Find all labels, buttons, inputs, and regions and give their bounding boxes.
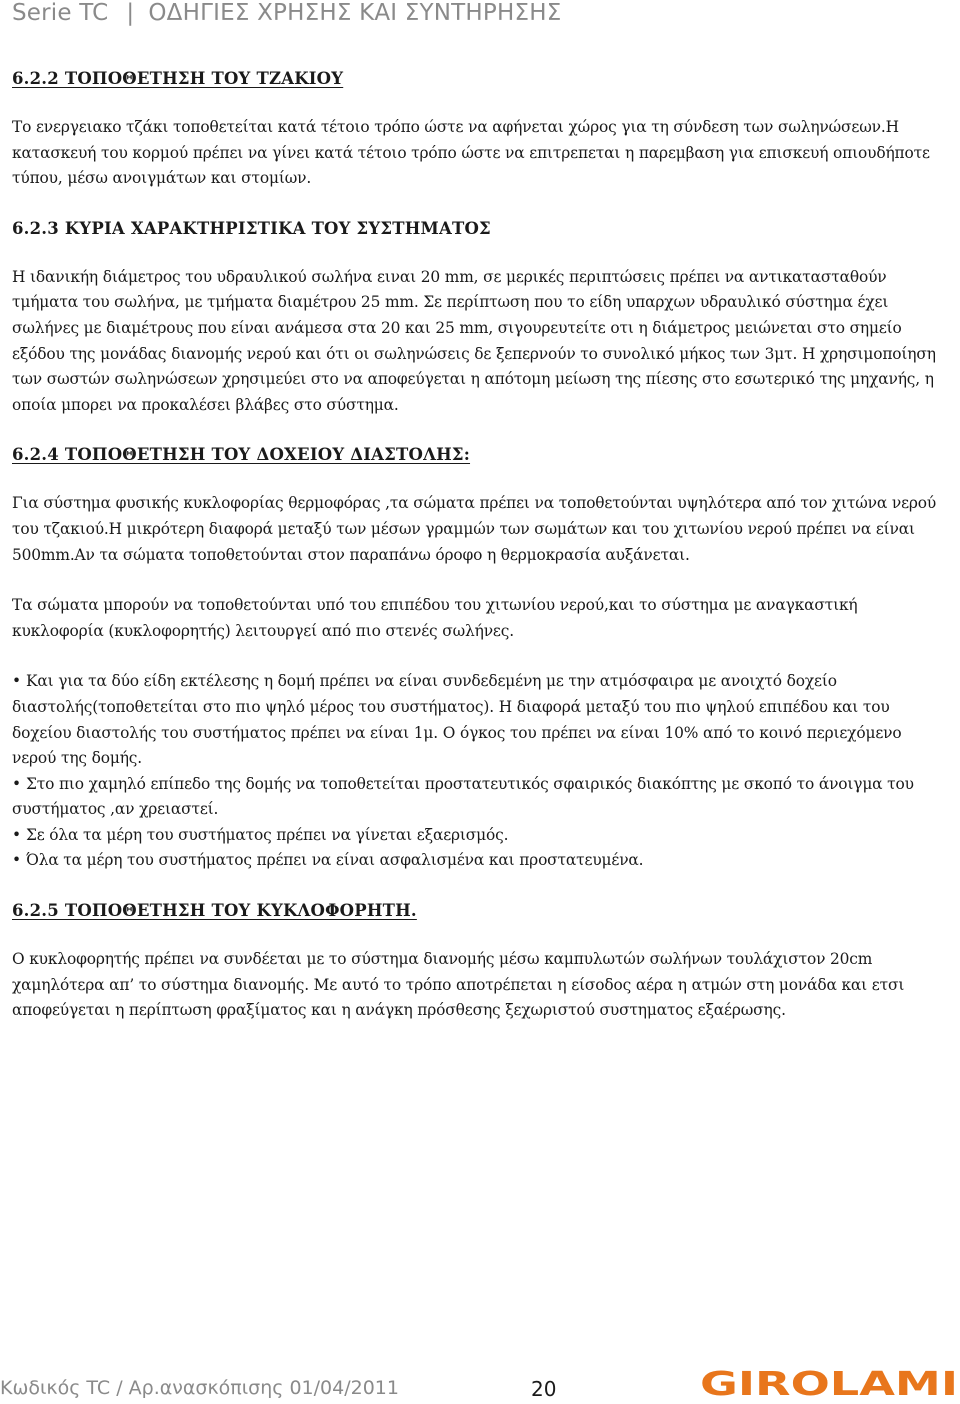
section-paragraph: Για σύστημα φυσικής κυκλοφορίας θερμοφόρας ,τα σώματα πρέπει να τοποθετούνται υψηλότερα από τον χιτώνα νερού του τζακιού.Η μικρότερη διαφορά μεταξύ των μέσων γραμμών των σωμάτων και του χιτωνίου νερού πρέπει να είναι 500mm.Αν τα σώματα τοποθετούνται στον παραπάνω όροφο η θερμοκρασία αυξάνεται. bbox=[12, 494, 937, 564]
header-separator: | bbox=[126, 0, 135, 26]
list-item-text: Στο πιο χαμηλό επίπεδο της δομής να τοποθετείται προστατευτικός σφαιρικός διακόπτης με σκοπό το άνοιγμα του συστήματος ,αν χρειαστεί. bbox=[12, 774, 914, 819]
bullet-icon: • bbox=[12, 672, 21, 691]
series-label: Serie TC bbox=[12, 0, 109, 26]
section-paragraph: Τα σώματα μπορούν να τοποθετούνται υπό του επιπέδου του χιτωνίου νερού,και το σύστημα με αναγκαστική κυκλοφορία (κυκλοφορητής) λειτουργεί από πιο στενές σωλήνες. bbox=[12, 596, 858, 640]
section-paragraph: Ο κυκλοφορητής πρέπει να συνδέεται με το σύστημα διανομής μέσω καμπυλωτών σωλήνων τουλάχιστον 20cm χαμηλότερα απ’ το σύστημα διανομής. Με αυτό το τρόπο αποτρέπεται η είσοδος αέρα η ατμών στη μονάδα και ετσι αποφεύγεται η περίπτωση φραξίματος και η ανάγκη πρόσθεσης ξεχωριστού συστηματος εξαέρωσης. bbox=[12, 950, 905, 1020]
list-item bbox=[12, 772, 942, 823]
header-title: ΟΔΗΓΙΕΣ ΧΡΗΣΗΣ ΚΑΙ ΣΥΝΤΗΡΗΣΗΣ bbox=[148, 0, 562, 26]
section-heading: 6.2.3 ΚΥΡΙΑ ΧΑΡΑΚΤΗΡΙΣΤΙΚΑ ΤΟΥ ΣΥΣΤΗΜΑΤΟΣ bbox=[12, 218, 491, 238]
list-item-text: Όλα τα μέρη του συστήματος πρέπει να είναι ασφαλισμένα και προστατευμένα. bbox=[26, 851, 644, 870]
document-code: Κωδικός TC / Αρ.ανασκόπισης 01/04/2011 bbox=[0, 1377, 399, 1399]
page-header bbox=[12, 0, 561, 26]
bullet-icon: • bbox=[12, 825, 21, 844]
section-paragraph: Το ενεργειακο τζάκι τοποθετείται κατά τέτοιο τρόπο ώστε να αφήνεται χώρος για τη σύνδεση των σωληνώσεων.Η κατασκευή του κορμού πρέπει να γίνει κατά τέτοιο τρόπο ώστε να επιτρεπεται η παρεμβαση για επισκευή οπιουδήποτε τύπου, μέσω ανοιγμάτων και στομίων. bbox=[12, 118, 930, 188]
section-6-2-5 bbox=[12, 898, 942, 1024]
section-heading: 6.2.4 ΤΟΠΟΘΕΤΗΣΗ ΤΟΥ ΔΟΧΕΙΟΥ ΔΙΑΣΤΟΛΗΣ: bbox=[12, 445, 471, 465]
logo-wordmark: GIROLAMI bbox=[700, 1368, 958, 1398]
girolami-logo bbox=[700, 1368, 960, 1398]
list-item bbox=[12, 848, 942, 874]
list-item bbox=[12, 669, 942, 771]
bullet-list bbox=[12, 669, 942, 874]
section-heading: 6.2.2 ΤΟΠΟΘΕΤΗΣΗ ΤΟΥ ΤΖΑΚΙΟΥ bbox=[12, 69, 344, 88]
bullet-icon: • bbox=[12, 851, 21, 870]
section-6-2-4 bbox=[12, 442, 942, 874]
document-body bbox=[12, 66, 942, 1024]
list-item bbox=[12, 823, 942, 849]
section-6-2-2 bbox=[12, 66, 942, 192]
section-paragraph: Η ιδανικήη διάμετρος του υδραυλικού σωλήνα ειναι 20 mm, σε μερικές περιπτώσεις πρέπει να αντικατασταθούν τμήματα του σωλήνα, με τμήματα διαμέτρου 25 mm. Σε περίπτωση που το είδη υπαρχων υδραυλικό σύστημα έχει σωλήνες με διαμέτρους που είναι ανάμεσα στα 20 και 25 mm, σιγουρευτείτε οτι η διάμετρος μειώνεται στο σημείο εξόδου της μονάδας διανομής νερού και ότι οι σωληνώσεις δε ξεπερνούν το συνολικό μήκος των 3μτ. Η χρησιμοποίηση των σωστών σωληνώσεων χρησιμεύει στο να αποφεύγεται η απότομη μείωση της πίεσης στο εσωτερικό της μηχανής, η οποία μπορει να προκαλέσει βλάβες στο σύστημα. bbox=[12, 267, 936, 414]
list-item-text: Και για τα δύο είδη εκτέλεσης η δομή πρέπει να είναι συνδεδεμένη με την ατμόσφαιρα με ανοιχτό δοχείο διαστολής(τοποθετείται στο πιο ψηλό μέρος του συστήματος). Η διαφορά μεταξύ του πιο ψηλού επιπέδου και του δοχείου διαστολής του συστήματος πρέπει να είναι 1μ. Ο όγκος του πρέπει να είναι 10% από το κοινό περιεχόμενο νερού της δομής. bbox=[12, 672, 902, 768]
section-6-2-3 bbox=[12, 216, 942, 419]
page-number: 20 bbox=[531, 1377, 557, 1401]
section-heading: 6.2.5 ΤΟΠΟΘΕΤΗΣΗ ΤΟΥ ΚΥΚΛΟΦΟΡΗΤΗ. bbox=[12, 901, 417, 921]
list-item-text: Σε όλα τα μέρη του συστήματος πρέπει να γίνεται εξαερισμός. bbox=[26, 825, 509, 844]
bullet-icon: • bbox=[12, 774, 21, 793]
